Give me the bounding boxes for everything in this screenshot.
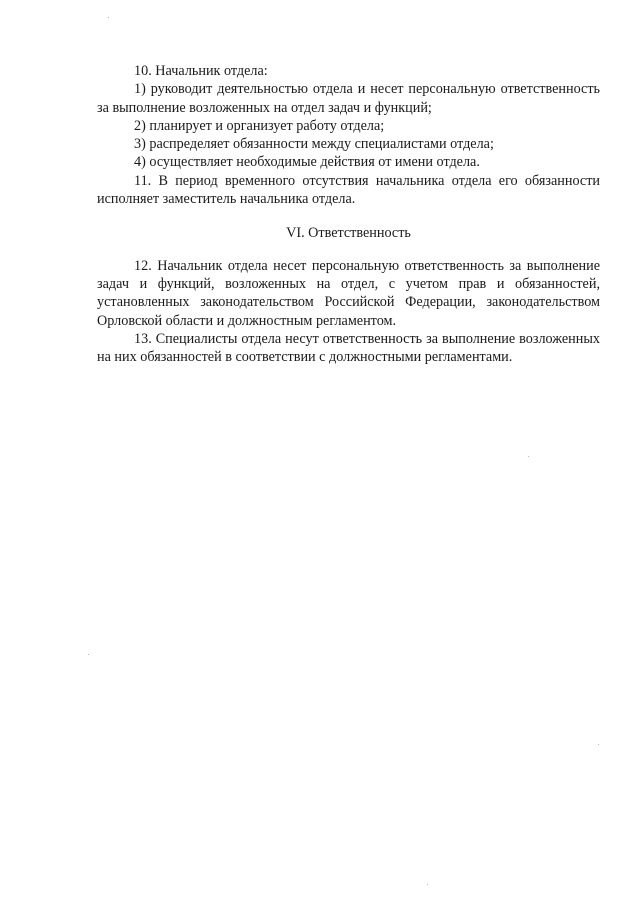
section-10-item-2: 2) планирует и организует работу отдела; (134, 117, 385, 134)
scan-speck (598, 744, 599, 745)
scan-speck (528, 456, 529, 457)
section-13-text: 13. Специалисты отдела несут ответственность за выполнение возложенных на них обязанностей в соответствии с должностными регламентами. (97, 330, 600, 366)
scan-speck (88, 654, 89, 655)
section-heading: VI. Ответственность (286, 225, 411, 242)
section-10-title: 10. Начальник отдела: (134, 63, 268, 79)
section-12-text: 12. Начальник отдела несет персональную ответственность за выполнение задач и функций, возложенных на отдел, с учетом прав и обязанностей, установленных законодательством Российской Федерации, законодательством Орловской области и должностным регламентом. (97, 257, 600, 329)
section-10-item-1: 1) руководит деятельностью отдела и несет персональную ответственность за выполнение возложенных на отдел задач и функций; (97, 81, 600, 116)
section-10-item-3: 3) распределяет обязанности между специалистами отдела; (134, 136, 494, 153)
section-10-item-4: 4) осуществляет необходимые действия от имени отдела. (134, 154, 480, 171)
scan-speck (108, 17, 109, 18)
scan-speck (427, 884, 428, 885)
section-11-text: 11. В период временного отсутствия начальника отдела его обязанности исполняет заместитель начальника отдела. (97, 172, 600, 208)
document-body (97, 62, 600, 366)
